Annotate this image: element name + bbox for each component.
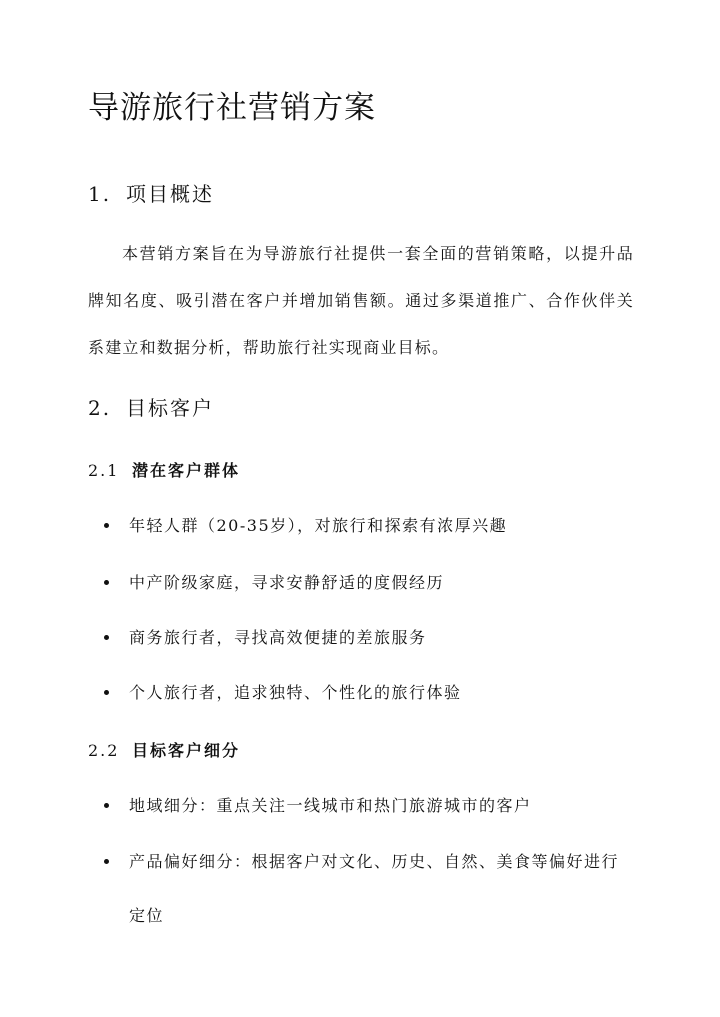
list-item (104, 499, 624, 553)
subsection-number: 2.2 (88, 741, 120, 760)
list-item-text: 产品偏好细分：根据客户对文化、历史、自然、美食等偏好进行定位 (129, 852, 620, 925)
list-item (104, 835, 624, 943)
section-title: 目标客户 (126, 396, 214, 420)
section-number: 1. (88, 182, 112, 206)
section-heading-overview (88, 178, 214, 207)
subsection-heading-potential-groups (88, 458, 240, 481)
bullet-dot-icon (104, 523, 109, 528)
bullet-dot-icon (104, 635, 109, 640)
bullet-dot-icon (104, 690, 109, 695)
bullet-dot-icon (104, 580, 109, 585)
bullet-dot-icon (104, 859, 109, 864)
list-item (104, 556, 624, 610)
document-title: 导游旅行社营销方案 (88, 90, 376, 126)
subsection-heading-segmentation (88, 738, 240, 761)
list-item-text: 个人旅行者，追求独特、个性化的旅行体验 (129, 683, 462, 702)
subsection-title: 目标客户细分 (132, 741, 241, 760)
section-heading-target-customers (88, 392, 214, 421)
section-number: 2. (88, 396, 112, 420)
list-item-text: 地域细分：重点关注一线城市和热门旅游城市的客户 (129, 796, 532, 815)
list-item (104, 611, 624, 665)
section-title: 项目概述 (126, 182, 214, 206)
subsection-title: 潜在客户群体 (132, 461, 241, 480)
list-item-text: 中产阶级家庭，寻求安静舒适的度假经历 (129, 573, 445, 592)
list-item (104, 666, 624, 720)
list-item-text: 商务旅行者，寻找高效便捷的差旅服务 (129, 628, 427, 647)
overview-paragraph: 本营销方案旨在为导游旅行社提供一套全面的营销策略，以提升品牌知名度、吸引潜在客户并增加销售额。通过多渠道推广、合作伙伴关系建立和数据分析，帮助旅行社实现商业目标。 (88, 244, 634, 357)
bullet-dot-icon (104, 803, 109, 808)
list-item (104, 779, 624, 833)
subsection-number: 2.1 (88, 461, 120, 480)
list-item-text: 年轻人群（20-35岁），对旅行和探索有浓厚兴趣 (129, 516, 508, 535)
